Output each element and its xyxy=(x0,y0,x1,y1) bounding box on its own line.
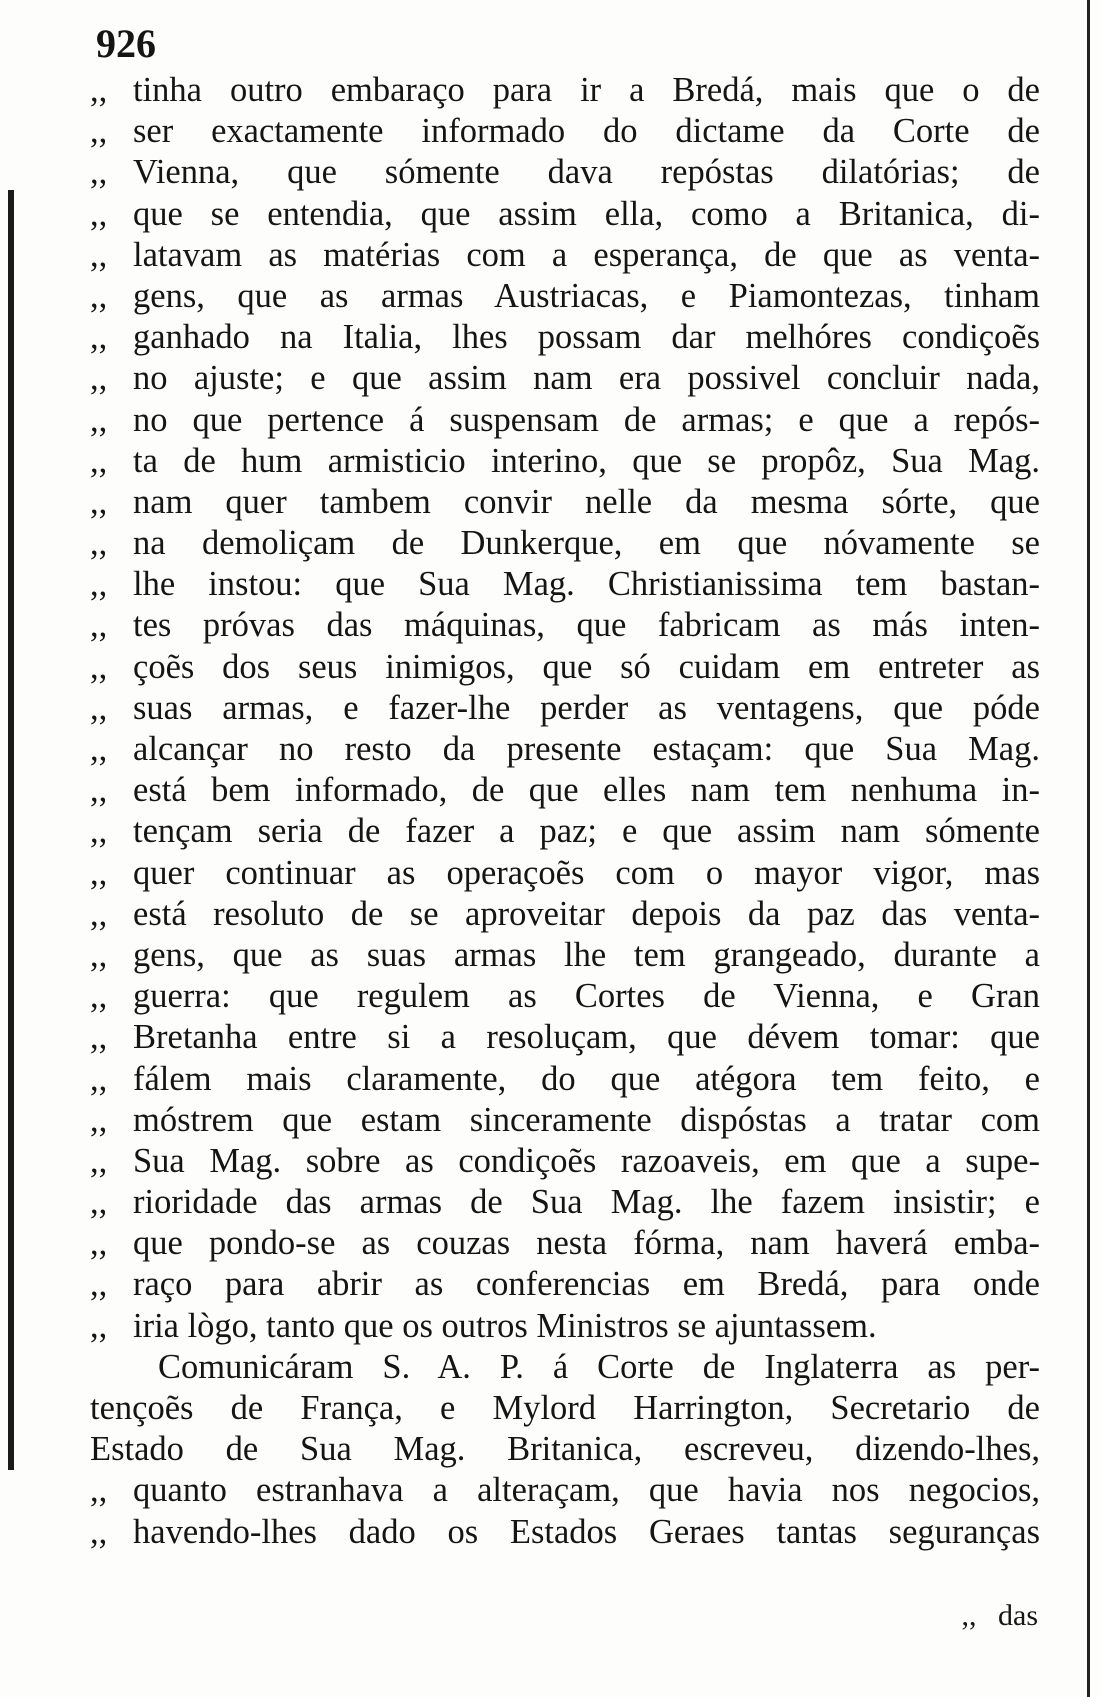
line-text: está resoluto de se aproveitar depois da paz das venta- xyxy=(133,894,1040,933)
quote-mark: ,, xyxy=(90,235,108,274)
line-text: rioridade das armas de Sua Mag. lhe fazem insistir; e xyxy=(133,1183,1040,1222)
line-text: Bretanha entre si a resoluçam, que dévem tomar: que xyxy=(133,1018,1040,1057)
quote-mark: ,, xyxy=(90,853,108,892)
line-text: alcançar no resto da presente estaçam: que Sua Mag. xyxy=(133,730,1040,768)
line-text: gens, que as armas Austriacas, e Piamontezas, tinham xyxy=(133,276,1040,315)
quote-mark: ,, xyxy=(90,1183,108,1222)
line-text: tinha outro embaraço para ir a Bredá, mais que o de xyxy=(133,71,1040,109)
catchword: das xyxy=(998,1599,1038,1632)
text-line xyxy=(90,358,1040,399)
line-text: guerra: que regulem as Cortes de Vienna, e Gran xyxy=(133,977,1040,1016)
text-line xyxy=(90,1264,1040,1305)
quote-mark: ,, xyxy=(90,1512,108,1551)
quote-mark: ,, xyxy=(90,276,108,315)
text-line xyxy=(90,1306,1040,1347)
quote-mark: ,, xyxy=(90,730,108,768)
quote-mark: ,, xyxy=(90,894,108,933)
line-text: no ajuste; e que assim nam era possivel concluir nada, xyxy=(133,359,1040,398)
line-text: ser exactamente informado do dictame da Corte de xyxy=(133,112,1040,151)
line-text: no que pertence á suspensam de armas; e que a repós- xyxy=(133,400,1040,439)
line-text: que pondo-se as couzas nesta fórma, nam haverá emba- xyxy=(133,1224,1040,1263)
text-line xyxy=(90,605,1040,646)
text-block xyxy=(90,70,1040,1553)
text-line xyxy=(90,441,1040,482)
quote-mark: ,, xyxy=(90,153,108,192)
quote-mark: ,, xyxy=(90,812,108,851)
text-line xyxy=(90,1223,1040,1264)
line-text: quer continuar as operaçoẽs com o mayor vigor, mas xyxy=(133,853,1040,892)
binding-shadow xyxy=(8,190,14,1470)
text-line xyxy=(90,1429,1040,1470)
line-text: iria lògo, tanto que os outros Ministros se ajuntassem. xyxy=(133,1306,877,1345)
text-line xyxy=(90,523,1040,564)
quote-mark: ,, xyxy=(90,935,108,974)
line-text: fálem mais claramente, do que atégora tem feito, e xyxy=(133,1059,1040,1098)
quote-mark: ,, xyxy=(90,977,108,1016)
line-text: tençoẽs de França, e Mylord Harrington, Secretario de xyxy=(90,1389,1040,1427)
line-text: ta de hum armisticio interino, que se propôz, Sua Mag. xyxy=(133,441,1040,480)
line-text: Vienna, que sómente dava repóstas dilatórias; de xyxy=(133,153,1040,192)
line-text: Estado de Sua Mag. Britanica, escreveu, dizendo-lhes, xyxy=(90,1430,1040,1469)
quote-mark: ,, xyxy=(90,1100,108,1139)
text-line xyxy=(90,400,1040,441)
quote-mark: ,, xyxy=(90,400,108,439)
text-line xyxy=(90,647,1040,688)
text-line xyxy=(90,482,1040,523)
text-line xyxy=(90,729,1040,770)
text-line xyxy=(90,688,1040,729)
quote-mark: ,, xyxy=(90,112,108,151)
quote-mark: ,, xyxy=(90,1018,108,1057)
quote-mark: ,, xyxy=(90,524,108,563)
text-line xyxy=(90,1347,1040,1388)
quote-mark: ,, xyxy=(90,688,108,727)
text-line xyxy=(90,111,1040,152)
line-text: suas armas, e fazer-lhe perder as ventagens, que póde xyxy=(133,688,1040,727)
quote-mark: ,, xyxy=(90,771,108,810)
quote-mark: ,, xyxy=(90,1265,108,1304)
text-line xyxy=(90,853,1040,894)
quote-mark: ,, xyxy=(90,647,108,686)
line-text: latavam as matérias com a esperança, de que as venta- xyxy=(133,235,1040,274)
quote-mark: ,, xyxy=(90,565,108,604)
line-text: ganhado na Italia, lhes possam dar melhóres condiçoẽs xyxy=(133,318,1040,357)
text-line xyxy=(90,564,1040,605)
line-text: nam quer tambem convir nelle da mesma sórte, que xyxy=(133,482,1040,521)
text-line xyxy=(90,194,1040,235)
text-line xyxy=(90,1470,1040,1511)
line-text: lhe instou: que Sua Mag. Christianissima tem bastan- xyxy=(133,565,1040,604)
line-text: gens, que as suas armas lhe tem grangeado, durante a xyxy=(133,935,1040,974)
line-text: na demoliçam de Dunkerque, em que nóvamente se xyxy=(133,524,1040,563)
text-line xyxy=(90,276,1040,317)
quote-mark: ,, xyxy=(90,1141,108,1180)
text-line xyxy=(90,152,1040,193)
quote-mark: ,, xyxy=(90,318,108,357)
quote-mark: ,, xyxy=(90,1224,108,1263)
text-line xyxy=(90,1182,1040,1223)
quote-mark: ,, xyxy=(90,441,108,480)
line-text: raço para abrir as conferencias em Bredá, para onde xyxy=(133,1265,1040,1304)
page-edge xyxy=(1087,0,1090,1697)
text-line xyxy=(90,1388,1040,1429)
quote-mark: ,, xyxy=(90,194,108,233)
text-line xyxy=(90,1100,1040,1141)
line-text: está bem informado, de que elles nam tem nenhuma in- xyxy=(133,771,1040,810)
text-line xyxy=(90,1059,1040,1100)
text-line xyxy=(90,235,1040,276)
quote-mark: ,, xyxy=(90,482,108,521)
text-line xyxy=(90,894,1040,935)
line-text: havendo-lhes dado os Estados Geraes tantas seguranças xyxy=(133,1512,1040,1551)
line-text: tençam seria de fazer a paz; e que assim nam sómente xyxy=(133,812,1040,851)
text-line xyxy=(90,1512,1040,1553)
text-line xyxy=(90,1017,1040,1058)
line-text: quanto estranhava a alteraçam, que havia nos negocios, xyxy=(133,1471,1040,1510)
catchword-line xyxy=(962,1596,1039,1636)
line-text: Comunicáram S. A. P. á Corte de Inglaterra as per- xyxy=(158,1347,1040,1386)
quote-mark: ,, xyxy=(90,1471,108,1510)
line-text: que se entendia, que assim ella, como a Britanica, di- xyxy=(133,194,1040,233)
line-text: móstrem que estam sinceramente dispóstas a tratar com xyxy=(133,1100,1040,1139)
quote-mark: ,, xyxy=(90,606,108,645)
text-line xyxy=(90,976,1040,1017)
text-line xyxy=(90,811,1040,852)
line-text: tes próvas das máquinas, que fabricam as más inten- xyxy=(133,606,1040,645)
line-text: Sua Mag. sobre as condiçoẽs razoaveis, em que a supe- xyxy=(133,1141,1040,1180)
quote-mark: ,, xyxy=(90,1306,108,1345)
quote-mark: ,, xyxy=(90,71,108,109)
text-line xyxy=(90,770,1040,811)
page-number: 926 xyxy=(96,21,156,66)
text-line xyxy=(90,1141,1040,1182)
line-text: çoẽs dos seus inimigos, que só cuidam em entreter as xyxy=(133,647,1040,686)
text-line xyxy=(90,317,1040,358)
text-line xyxy=(90,935,1040,976)
text-line xyxy=(90,70,1040,111)
quote-mark: ,, xyxy=(90,359,108,398)
quote-mark: ,, xyxy=(961,1599,977,1632)
quote-mark: ,, xyxy=(90,1059,108,1098)
